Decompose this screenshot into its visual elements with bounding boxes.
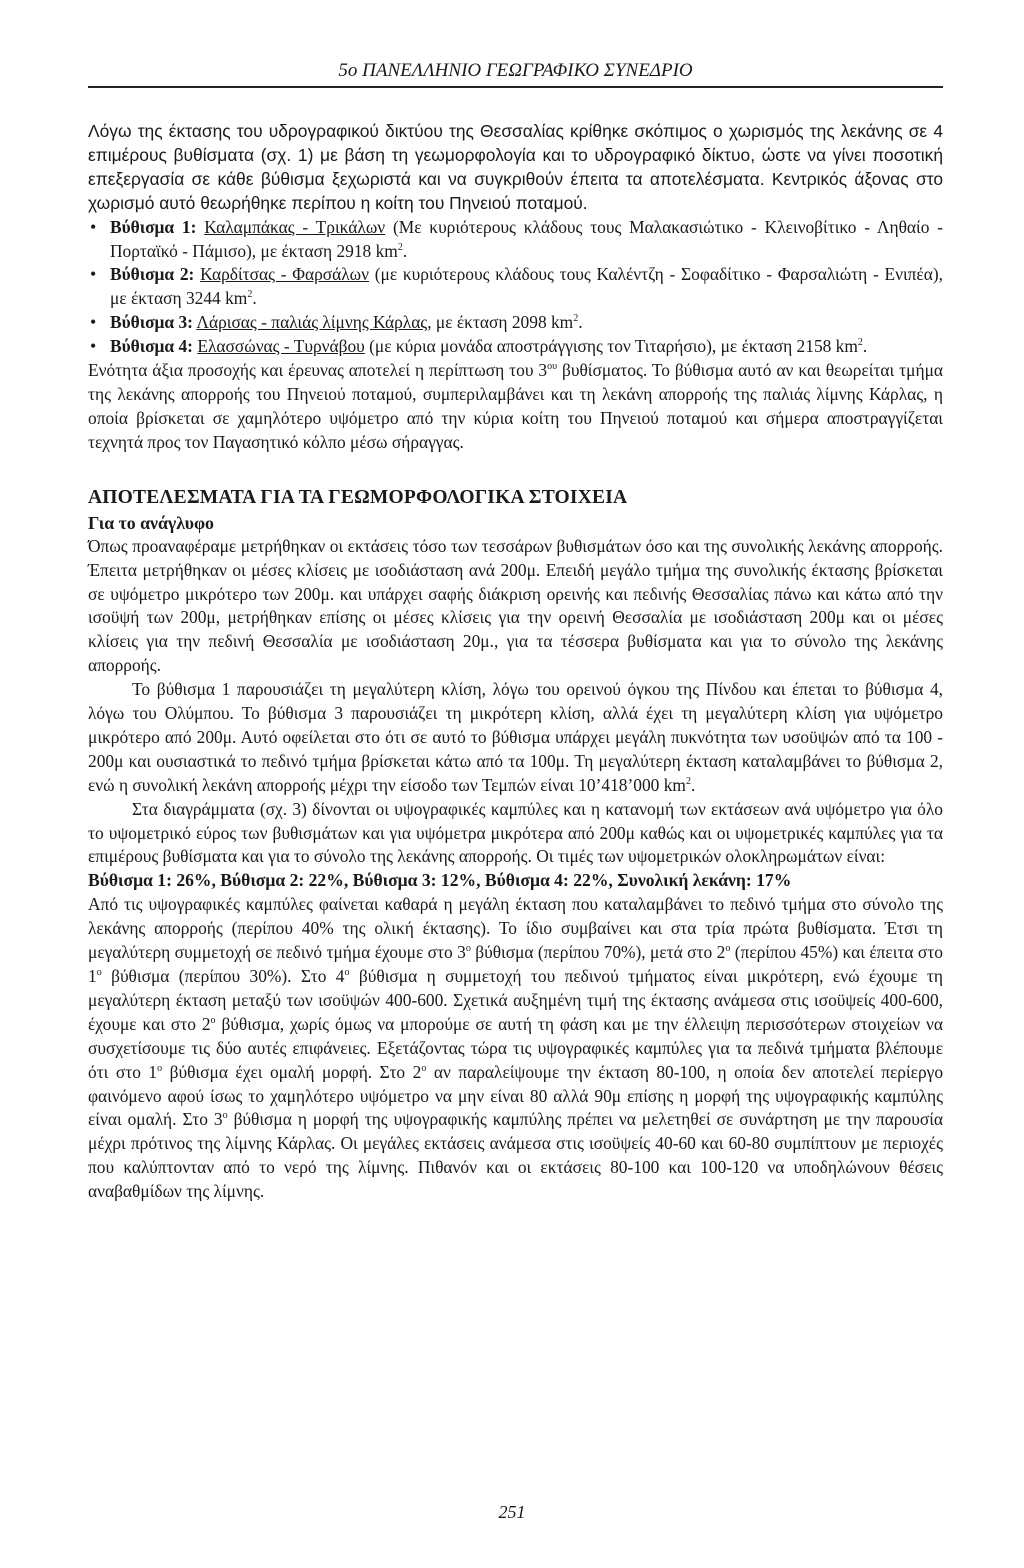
list-item: [88, 335, 943, 359]
basin-description: (με κυριότερους κλάδους τους Καλέντζη - Σοφαδίτικο - Φαρσαλιώτη - Ενιπέα), με έκταση 3244 km: [110, 264, 943, 309]
relief-paragraph-3: Στα διαγράμματα (σχ. 3) δίνονται οι υψογραφικές καμπύλες και η κατανομή των εκτάσεων ανά υψόμετρο για όλο το υψομετρικό εύρος των βυθισμάτων και για υψόμετρα μικρότερα από 200μ καθώς και οι υψομετρικές καμπύλες για τα επιμέρους βυθίσματα και για το σύνολο της λεκάνης απορροής. Οι τιμές των υψομετρικών ολοκληρωμάτων είναι:: [88, 798, 943, 867]
superscript: ο: [157, 1062, 163, 1074]
punctuation: .: [578, 312, 583, 333]
basin-name: Καρδίτσας - Φαρσάλων: [200, 264, 369, 285]
page-number: 251: [498, 1502, 526, 1522]
superscript: 2: [247, 289, 253, 301]
list-item: [88, 263, 943, 311]
punctuation: .: [252, 288, 257, 309]
hypsometric-integrals: Βύθισμα 1: 26%, Βύθισμα 2: 22%, Βύθισμα 3: 12%, Βύθισμα 4: 22%, Συνολική λεκάνη: 17%: [88, 870, 792, 891]
superscript: ο: [465, 943, 471, 955]
running-header: 5ο ΠΑΝΕΛΛΗΝΙΟ ΓΕΩΓΡΑΦΙΚΟ ΣΥΝΕΔΡΙΟ: [88, 60, 943, 88]
main-text: [88, 120, 943, 1204]
text-run: Από τις υψογραφικές καμπύλες φαίνεται καθαρά η μεγάλη έκταση που καταλαμβάνει το πεδινό τμήμα στο σύνολο της λεκάνης απορροής (περίπου 40% της ολική έκτασης). Το ίδιο συμβαίνει και στα τρία πρώτα βυθίσματα. Έτσι τη μεγαλύτερη συμμετοχή σε πεδινό τμήμα έχουμε στο 3: [88, 894, 943, 963]
basin-label: Βύθισμα 4:: [110, 336, 193, 357]
text-run: Το βύθισμα 1 παρουσιάζει τη μεγαλύτερη κλίση, λόγω του ορεινού όγκου της Πίνδου και έπεται το βύθισμα 4, λόγω του Ολύμπου. Το βύθισμα 3 παρουσιάζει τη μικρότερη κλίση, αλλά έχει τη μεγαλύτερη κλίση για υψόμετρο μικρότερο από 200μ. Αυτό οφείλεται στο ότι σε αυτό το βύθισμα υπάρχει μεγάλη πυκνότητα των υσοϋψών από τα 100 - 200μ και ουσιαστικά το πεδινό τμήμα βρίσκεται κάτω από τα 100μ. Τη μεγαλύτερη έκταση καταλαμβάνει το βύθισμα 2, ενώ η συνολική λεκάνη απορροής μέχρι την είσοδο των Τεμπών είναι 10’418’000 km: [88, 679, 943, 795]
subsection-heading: Για το ανάγλυφο: [88, 512, 214, 533]
text-run: .: [690, 774, 696, 795]
superscript: ο: [344, 967, 350, 979]
basin-description: (με κύρια μονάδα αποστράγγισης τον Τιταρήσιο), με έκταση 2158 km: [369, 336, 858, 357]
superscript: ο: [210, 1015, 216, 1027]
basin-label: Βύθισμα 1:: [110, 216, 197, 237]
basin-list: [88, 216, 943, 359]
punctuation: .: [402, 240, 408, 261]
basin-label: Βύθισμα 3:: [110, 312, 193, 333]
text-run: βύθισμα, χωρίς όμως να μπορούμε σε αυτή τη φάση και με την έλλειψη περισσότερων στοιχείων να συσχετίσουμε τις δύο αυτές επιφάνειες. Εξετάζοντας τώρα τις υψογραφικές καμπύλες για τα πεδινά τμήματα βλέπουμε ότι στο 1: [88, 1013, 943, 1082]
text-run: Ενότητα άξια προσοχής και έρευνας αποτελεί η περίπτωση του 3: [88, 360, 548, 381]
basin-name: Λάρισας - παλιάς λίμνης Κάρλας,: [196, 312, 432, 333]
superscript: 2: [685, 775, 691, 787]
superscript: 2: [857, 337, 863, 349]
text-run: (περίπου 45%) και έπειτα στο 1: [88, 942, 943, 986]
basin-name: Καλαμπάκας - Τρικάλων: [204, 216, 386, 237]
text-run: βύθισμα η συμμετοχή του πεδινού τμήματος είναι μικρότερη, ενώ έχουμε τη μεγαλύτερη έκταση μεταξύ των ισοϋψών 400-600. Σχετικά αυξημένη τιμή της έκτασης ανάμεσα στις ισοϋψείς 400-600, έχουμε και στο 2: [88, 966, 943, 1034]
superscript: ου: [547, 361, 558, 373]
list-item: [88, 216, 943, 264]
basin-description: (Με κυριότερους κλάδους τους Μαλακασιώτικο - Κλεινοβίτικο - Ληθαίο - Πορταϊκό - Πάμισο), με έκταση 2918 km: [110, 216, 943, 261]
relief-paragraph-2: [88, 678, 943, 798]
intro-paragraph: Λόγω της έκτασης του υδρογραφικού δικτύου της Θεσσαλίας κρίθηκε σκόπιμος ο χωρισμός της λεκάνης σε 4 επιμέρους βυθίσματα (σχ. 1) με βάση τη γεωμορφολογία και το υδρογραφικό δίκτυο, ώστε να γίνει ποσοτική επεξεργασία σε κάθε βύθισμα ξεχωριστά και να συγκριθούν έπειτα τα αποτελέσματα. Κεντρικός άξονας στο χωρισμό αυτό θεωρήθηκε περίπου η κοίτη του Πηνειού ποταμού.: [88, 121, 943, 213]
superscript: ο: [222, 1110, 228, 1122]
section-heading: ΑΠΟΤΕΛΕΣΜΑΤΑ ΓΙΑ ΤΑ ΓΕΩΜΟΡΦΟΛΟΓΙΚΑ ΣΤΟΙΧΕΙΑ: [88, 486, 628, 508]
hypsographic-paragraph: [88, 893, 943, 1204]
text-run: βύθισμα (περίπου 30%). Στο 4: [101, 966, 345, 986]
superscript: ο: [421, 1062, 427, 1074]
superscript: 2: [573, 313, 579, 325]
superscript: ο: [725, 943, 731, 955]
basin3-paragraph: [88, 359, 943, 455]
text-run: βυθίσματος. Το βύθισμα αυτό αν και θεωρείται τμήμα της λεκάνης απορροής του Πηνειού ποταμού, συμπεριλαμβάνει και τη λεκάνη απορροής της παλιάς λίμνης Κάρλας, η οποία βρίσκεται σε χαμηλότερο υψόμετρο από την κύρια κοίτη του Πηνειού ποταμού και σήμερα αποστραγγίζεται τεχνητά προς τον Παγασητικό κόλπο μέσω σήραγγας.: [88, 360, 944, 452]
relief-paragraph-1: Όπως προαναφέραμε μετρήθηκαν οι εκτάσεις τόσο των τεσσάρων βυθισμάτων όσο και της συνολικής λεκάνης απορροής. Έπειτα μετρήθηκαν οι μέσες κλίσεις με ισοδιάσταση ανά 200μ. Επειδή μεγάλο τμήμα της συνολικής έκτασης βρίσκεται σε υψόμετρο μικρότερο των 200μ. και υπάρχει σαφής διάκριση ορεινής και πεδινής Θεσσαλίας πάνω και κάτω από την ισοϋψή των 200μ, μετρήθηκαν επίσης οι μέσες κλίσεις για την ορεινή Θεσσαλία με ισοδιάσταση 200μ και οι μέσες κλίσεις για την πεδινή Θεσσαλία με ισοδιάσταση 20μ., για τα τέσσερα βυθίσματα και για το σύνολο της λεκάνης απορροής.: [88, 535, 943, 676]
list-item: [88, 311, 943, 335]
superscript: ο: [96, 967, 102, 979]
text-run: αν παραλείψουμε την έκταση 80-100, η οποία δεν αποτελεί περίεργο φαινόμενο αφού ίσως το χαμηλότερο υψόμετρο να μην είναι 80 αλλά 90μ επίσης η μορφή της υψογραφικής καμπύλης είναι ομαλή. Στο 3: [88, 1061, 944, 1130]
basin-name: Ελασσώνας - Τυρνάβου: [197, 336, 365, 357]
basin-description: με έκταση 2098 km: [435, 312, 574, 333]
text-run: βύθισμα (περίπου 70%), μετά στο 2: [470, 942, 726, 963]
punctuation: .: [862, 336, 868, 357]
text-run: βύθισμα έχει ομαλή μορφή. Στο 2: [162, 1061, 422, 1082]
basin-label: Βύθισμα 2:: [110, 264, 195, 285]
text-run: βύθισμα η μορφή της υψογραφικής καμπύλης πρέπει να μελετηθεί σε συνάρτηση με την παρουσία μέχρι πρότινος της λίμνης Κάρλας. Οι μεγάλες εκτάσεις ανάμεσα στις ισοϋψείς 40-60 και 60-80 συμπίπτουν με περιοχές που καλύπτονταν από το νερό της λίμνης. Πιθανόν και οι εκτάσεις 80-100 και 100-120 να υποδηλώνουν θέσεις αναβαθμίδων της λίμνης.: [88, 1109, 944, 1202]
superscript: 2: [397, 241, 403, 253]
